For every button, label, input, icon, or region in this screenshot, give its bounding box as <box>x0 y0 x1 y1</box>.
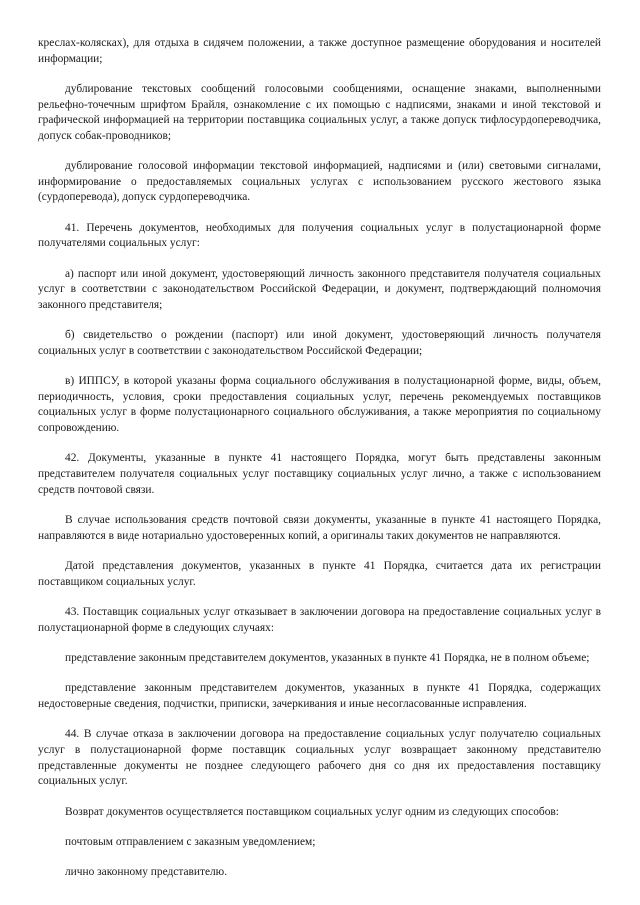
document-page <box>38 36 601 881</box>
paragraph-voice-duplication: дублирование голосовой информации текстовой информацией, надписями и (или) световыми сигналами, информирование о предоставляемых социальных услугах с использованием русского жестового языка (сурдоперевода), допуск сурдопереводчика. <box>38 160 601 204</box>
paragraph-return-methods: Возврат документов осуществляется поставщиком социальных услуг одним из следующих способов: <box>65 805 559 818</box>
paragraph-braille-duplication: дублирование текстовых сообщений голосовыми сообщениями, оснащение знаками, выполненными рельефно-точечным шрифтом Брайля, ознакомление с их помощью с надписями, знаками и иной текстовой и графической информацией на территории поставщика социальных услуг, а также допуск тифлосурдопереводчика, допуск собак-проводников; <box>38 82 601 142</box>
paragraph-item-42: 42. Документы, указанные в пункте 41 настоящего Порядка, могут быть представлены законным представителем получателя социальных услуг поставщику социальных услуг лично, а также с использованием средств почтовой связи. <box>38 452 601 496</box>
paragraph-submission-date: Датой представления документов, указанных в пункте 41 Порядка, считается дата их регистрации поставщиком социальных услуг. <box>38 560 601 588</box>
paragraph-item-41-a: а) паспорт или иной документ, удостоверяющий личность законного представителя получателя социальных услуг в соответствии с законодательством Российской Федерации, и документ, подтверждающий полномочия законного представителя; <box>38 267 601 311</box>
paragraph-item-41-b: б) свидетельство о рождении (паспорт) или иной документ, удостоверяющий личность получателя социальных услуг в соответствии с законодательством Российской Федерации; <box>38 329 601 357</box>
paragraph-item-41: 41. Перечень документов, необходимых для получения социальных услуг в полустационарной форме получателями социальных услуг: <box>38 221 601 250</box>
paragraph-item-43: 43. Поставщик социальных услуг отказывает в заключении договора на предоставление социальных услуг в полустационарной форме в следующих случаях: <box>38 606 601 634</box>
paragraph-item-44: 44. В случае отказа в заключении договора на предоставление социальных услуг получателю социальных услуг в полустационарной форме поставщик социальных услуг возвращает законному представителю представленные документы не позднее следующего рабочего дня со дня их предоставления поставщику социальных услуг. <box>38 728 601 788</box>
paragraph-item-41-v: в) ИППСУ, в которой указаны форма социального обслуживания в полустационарной форме, виды, объем, периодичность, условия, сроки предоставления социальных услуг, перечень рекомендуемых поставщиков социальных услуг в форме полустационарного социального обслуживания, а также мероприятия по социальному сопровождению. <box>38 375 601 435</box>
paragraph-refusal-invalid: представление законным представителем документов, указанных в пункте 41 Порядка, содержащих недостоверные сведения, подчистки, приписки, зачеркивания и иные несогласованные исправления. <box>38 682 601 710</box>
paragraph-refusal-incomplete: представление законным представителем документов, указанных в пункте 41 Порядка, не в полном объеме; <box>65 651 590 664</box>
paragraph-continuation: креслах-колясках), для отдыха в сидячем положении, а также доступное размещение оборудования и носителей информации; <box>38 37 601 65</box>
paragraph-postal-copies: В случае использования средств почтовой связи документы, указанные в пункте 41 настоящего Порядка, направляются в виде нотариально удостоверенных копий, а оригиналы таких документов не направляются. <box>38 514 601 542</box>
paragraph-return-in-person: лично законному представителю. <box>65 866 228 879</box>
paragraph-return-by-mail: почтовым отправлением с заказным уведомлением; <box>65 835 316 848</box>
